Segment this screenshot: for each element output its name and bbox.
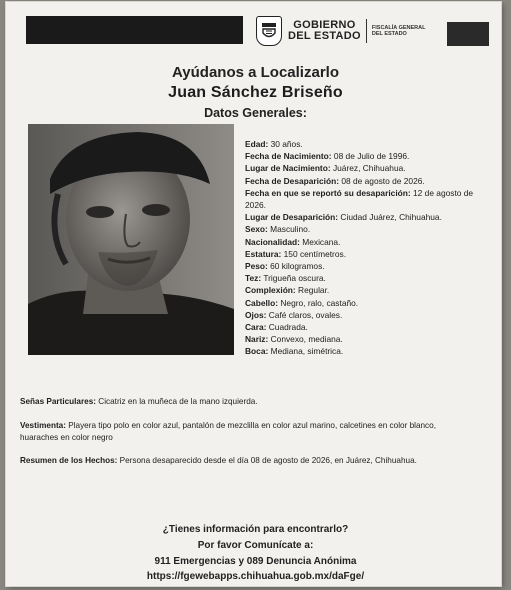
detail-value: Masculino.	[267, 224, 311, 235]
senas-label: Señas Particulares:	[20, 397, 97, 406]
detail-value: 150 centímetros.	[281, 248, 347, 259]
detail-value: Negro, ralo, castaño.	[278, 297, 359, 308]
resumen-value: Persona desaparecido desde el día 08 de agosto de 2026, en Juárez, Chihuahua.	[117, 456, 417, 465]
detail-label: Boca:	[245, 346, 269, 357]
detail-label: Fecha de Desaparición:	[245, 175, 340, 186]
senas-particulares	[20, 396, 475, 408]
contact-url[interactable]: https://fgewebapps.chihuahua.gob.mx/daFge/	[146, 571, 365, 582]
person-photo	[28, 124, 234, 355]
person-name: Juan Sánchez Briseño	[168, 84, 343, 101]
detail-label: Cabello:	[245, 297, 279, 308]
detail-row	[245, 138, 485, 150]
detail-row	[245, 236, 485, 248]
detail-label: Fecha en que se reportó su desaparición:	[245, 187, 411, 198]
detail-label: Fecha de Nacimiento:	[245, 151, 332, 162]
detail-row	[245, 345, 485, 357]
detail-label: Complexión:	[245, 285, 296, 296]
detail-value: 08 de agosto de 2026.	[339, 175, 425, 186]
detail-row	[245, 150, 485, 162]
header-black-bar	[26, 16, 243, 44]
detail-value: Mexicana.	[299, 236, 341, 247]
details-list	[245, 138, 485, 358]
detail-label: Nariz:	[245, 334, 269, 345]
contact-phones: 911 Emergencias y 089 Denuncia Anónima	[154, 556, 357, 567]
detail-value: Regular.	[295, 285, 330, 296]
vestimenta	[20, 420, 475, 443]
detail-label: Tez:	[245, 273, 262, 284]
detail-value: 08 de Julio de 1996.	[331, 151, 410, 162]
gov-line-2: DEL ESTADO	[288, 30, 361, 42]
detail-label: Ojos:	[245, 309, 267, 320]
detail-row	[245, 175, 485, 187]
detail-row	[245, 321, 485, 333]
detail-value: Ciudad Juárez, Chihuahua.	[338, 212, 442, 223]
detail-value: 30 años.	[268, 139, 303, 149]
detail-label: Nacionalidad:	[245, 236, 300, 247]
fiscalia-line-2: DEL ESTADO	[371, 31, 407, 37]
detail-row	[245, 297, 485, 309]
detail-label: Estatura:	[245, 248, 282, 259]
resumen-label: Resumen de los Hechos:	[20, 456, 118, 465]
detail-label: Peso:	[245, 261, 268, 272]
detail-row	[245, 260, 485, 272]
detail-row	[245, 272, 485, 284]
detail-value: 12 de agosto de 2026.	[245, 187, 474, 211]
detail-row	[245, 248, 485, 260]
detail-row	[245, 284, 485, 296]
gov-name	[288, 20, 361, 42]
government-logo	[256, 14, 430, 48]
detail-value: Trigueña oscura.	[261, 273, 326, 284]
detail-value: Café claros, ovales.	[266, 309, 343, 320]
detail-value: Juárez, Chihuahua.	[330, 163, 406, 174]
detail-value: Convexo, mediana.	[268, 334, 343, 345]
detail-label: Lugar de Nacimiento:	[245, 163, 331, 174]
logo-divider	[366, 19, 367, 43]
detail-label: Lugar de Desaparición:	[245, 212, 339, 223]
contact-please: Por favor Comunícate a:	[197, 540, 314, 551]
resumen-hechos	[20, 455, 475, 467]
detail-row	[245, 162, 485, 174]
contact-question: ¿Tienes información para encontrarlo?	[162, 524, 349, 535]
detail-row	[245, 187, 485, 211]
detail-label: Edad:	[245, 139, 269, 149]
vestimenta-value: Playera tipo polo en color azul, pantalón de mezclilla en color azul marino, calcetines en color blanco, huaraches en color negro	[20, 421, 436, 442]
detail-row	[245, 309, 485, 321]
header-black-block	[447, 22, 489, 46]
state-seal-icon	[256, 16, 282, 46]
detail-row	[245, 333, 485, 345]
detail-row	[245, 211, 485, 223]
detail-label: Sexo:	[245, 224, 268, 235]
gov-line-1: GOBIERNO	[293, 19, 356, 31]
detail-label: Cara:	[245, 322, 267, 333]
senas-value: Cicatriz en la muñeca de la mano izquierda.	[96, 397, 258, 406]
fiscalia-name	[372, 25, 430, 37]
detail-row	[245, 223, 485, 235]
detail-value: Mediana, simétrica.	[268, 346, 344, 357]
fiscalia-line-1: FISCALÍA GENERAL	[371, 25, 426, 31]
section-title: Datos Generales:	[204, 106, 307, 120]
detail-value: Cuadrada.	[266, 322, 308, 333]
poster-title: Ayúdanos a Localizarlo	[172, 64, 339, 81]
vestimenta-label: Vestimenta:	[20, 421, 66, 430]
detail-value: 60 kilogramos.	[267, 261, 325, 272]
